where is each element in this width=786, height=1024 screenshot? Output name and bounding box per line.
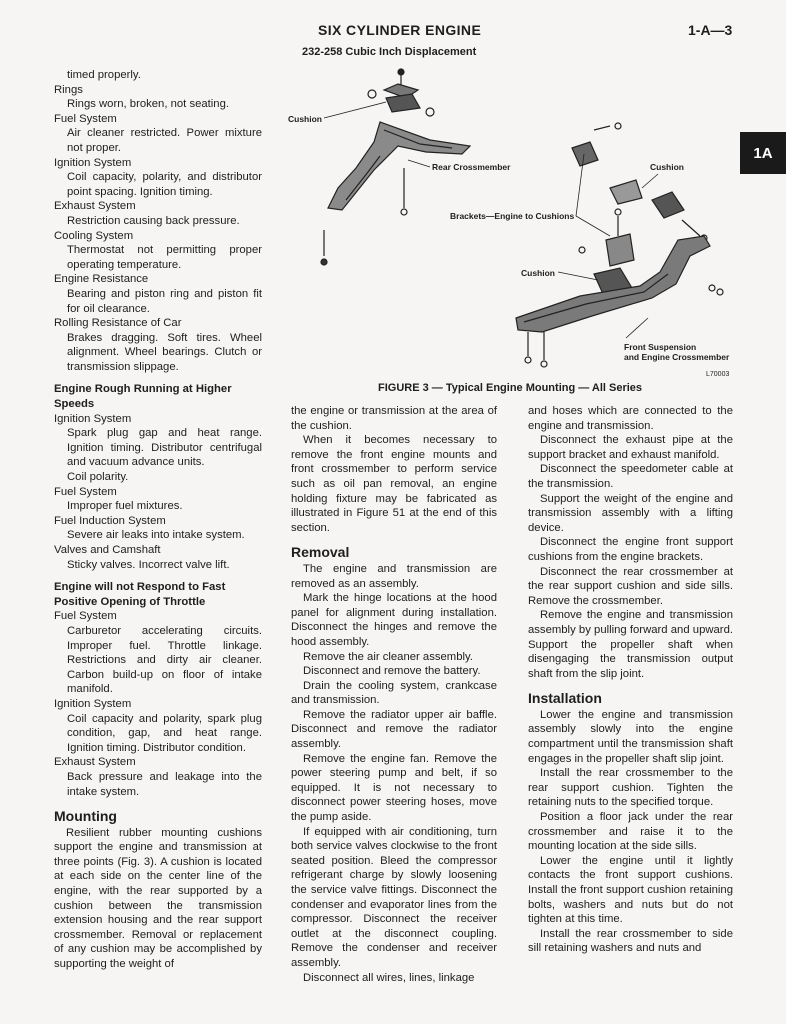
text-paragraph: Carburetor accelerating circuits. Improper fuel. Throttle linkage. Restrictions and dirty air cleaner. Carbon build-up on floor of intake manifold. — [67, 624, 262, 696]
text-paragraph: Sticky valves. Incorrect valve lift. — [67, 558, 230, 571]
section-heading: Mounting — [54, 808, 117, 825]
text-paragraph: Fuel System — [54, 610, 117, 623]
text-paragraph: Fuel System — [54, 112, 117, 125]
label-cushion-right: Cushion — [650, 162, 684, 172]
text-paragraph: and hoses which are connected to the engine and transmission. — [528, 405, 733, 432]
text-paragraph: Cooling System — [54, 229, 134, 242]
text-paragraph: Bearing and piston ring and piston fit for oil clearance. — [67, 287, 262, 315]
text-paragraph: Back pressure and leakage into the intake system. — [67, 770, 262, 798]
text-paragraph: Exhaust System — [54, 200, 136, 213]
page-subtitle: 232-258 Cubic Inch Displacement — [302, 46, 477, 58]
rear-cushion-part — [368, 69, 434, 116]
text-paragraph: Thermostat not permitting proper operating temperature. — [67, 244, 262, 271]
text-paragraph: Disconnect the engine front support cushions from the engine brackets. — [528, 536, 733, 563]
text-paragraph: Remove the air cleaner assembly. — [303, 650, 473, 663]
text-paragraph: Resilient rubber mounting cushions support the engine and transmission at three points (Fig. 3). A cushion is located at each side on the center line of the engine, with the rear supported by a cushion between the transmission extension housing and the rear support crossmember. Removal or replacement of any cushion may be accomplished by supporting the weight of — [54, 826, 262, 971]
text-paragraph: Disconnect and remove the battery. — [303, 665, 481, 678]
text-paragraph: Spark plug gap and heat range. Ignition timing. Distributor centrifugal and vacuum advance units. — [67, 427, 262, 469]
text-paragraph: Ignition System — [54, 156, 132, 169]
text-paragraph: Remove the engine and transmission assembly by pulling forward and upward. Support the propeller shaft when disengaging the transmission output shaft from the slip joint. — [528, 609, 733, 680]
text-paragraph: Lower the engine and transmission assembly slowly into the engine compartment until the transmission shaft engages in the propeller shaft slip joint. — [528, 708, 733, 765]
text-paragraph: Rolling Resistance of Car — [54, 317, 182, 330]
text-paragraph: Brakes dragging. Soft tires. Wheel alignment. Wheel bearings. Clutch or transmission slippage. — [67, 331, 262, 373]
text-paragraph: Coil capacity, polarity, and distributor point spacing. Ignition timing. — [67, 171, 262, 198]
text-paragraph: Install the rear crossmember to side sill retaining washers and nuts and — [528, 927, 733, 955]
text-paragraph: Mark the hinge locations at the hood panel for alignment during installation. Disconnect the hinges and remove the hood assembly. — [291, 592, 497, 648]
text-paragraph: Exhaust System — [54, 756, 136, 769]
label-front-suspension-1: Front Suspension — [624, 342, 697, 352]
text-paragraph: the engine or transmission at the area of the cushion. — [291, 405, 497, 432]
text-paragraph: If equipped with air conditioning, turn both service valves clockwise to the front seated position. Bleed the compressor refrigerant charge by slowly loosening the service valve fittings. Disconnect the condenser and evaporator lines from the compressor. Disconnect the receiver outlet at the disconnect coupling. Remove the condenser and receiver assembly. — [291, 825, 497, 969]
subsection-heading: Engine will not Respond to Fast Positive Opening of Throttle — [54, 581, 226, 608]
label-rear-crossmember: Rear Crossmember — [432, 162, 511, 172]
text-paragraph: Restriction causing back pressure. — [67, 214, 240, 227]
text-paragraph: Disconnect the rear crossmember at the rear support cushion and side sills. Remove the crossmember. — [528, 565, 733, 607]
text-paragraph: Disconnect the speedometer cable at the transmission. — [528, 463, 733, 490]
text-paragraph: The engine and transmission are removed as an assembly. — [291, 562, 497, 590]
text-paragraph: Engine Resistance — [54, 273, 149, 286]
column-right — [528, 404, 733, 956]
text-paragraph: Install the rear crossmember to the rear support cushion. Tighten the retaining nuts to the specified torque. — [528, 767, 733, 809]
column-left — [54, 68, 262, 972]
right-front-cushion-part — [572, 123, 707, 241]
text-paragraph: Valves and Camshaft — [54, 544, 161, 556]
text-paragraph: Fuel Induction System — [54, 514, 166, 527]
text-paragraph: Coil capacity and polarity, spark plug condition, gap, and heat range. Ignition timing. Distributor condition. — [67, 712, 262, 754]
text-paragraph: Improper fuel mixtures. — [67, 500, 183, 513]
figure-code: L70003 — [706, 371, 730, 378]
text-paragraph: Remove the radiator upper air baffle. Disconnect and remove the radiator assembly. — [291, 708, 497, 751]
text-paragraph: Ignition System — [54, 412, 132, 425]
label-brackets: Brackets—Engine to Cushions — [450, 211, 575, 221]
text-paragraph: Disconnect all wires, lines, linkage — [303, 971, 475, 984]
section-heading: Installation — [528, 690, 602, 707]
section-heading: Removal — [291, 544, 350, 561]
text-paragraph: timed properly. — [67, 69, 141, 81]
text-paragraph: Lower the engine until it lightly contacts the front support cushions. Install the front support cushion retaining bolts, washers and nuts but do not tighten at this time. — [528, 854, 733, 926]
text-paragraph: Remove the engine fan. Remove the power steering pump and belt, if so equipped. It is not necessary to disconnect power steering hoses, move the pump aside. — [291, 752, 497, 824]
text-paragraph: Drain the cooling system, crankcase and transmission. — [291, 679, 497, 707]
page-title: SIX CYLINDER ENGINE — [318, 22, 482, 38]
text-paragraph: Support the weight of the engine and transmission assembly with a lifting device. — [528, 492, 733, 534]
label-cushion-middle: Cushion — [521, 268, 555, 278]
text-paragraph: Air cleaner restricted. Power mixture not proper. — [67, 127, 262, 154]
text-paragraph: When it becomes necessary to remove the front engine mounts and front crossmember to perform service such as oil pan removal, an engine holding fixture may be fabricated as illustrated in Figure 51 at the end of this section. — [291, 434, 497, 534]
figure-caption: FIGURE 3 — Typical Engine Mounting — All Series — [378, 382, 643, 394]
text-paragraph: Position a floor jack under the rear crossmember and raise it to the mounting location at the side sills. — [528, 811, 733, 853]
text-paragraph: Disconnect the exhaust pipe at the support bracket and exhaust manifold. — [528, 434, 733, 461]
label-front-suspension-2: and Engine Crossmember — [624, 352, 730, 362]
engine-mounting-figure — [280, 60, 742, 400]
subsection-heading: Engine Rough Running at Higher Speeds — [54, 383, 232, 411]
text-paragraph: Coil polarity. — [67, 471, 129, 484]
text-paragraph: Rings — [54, 83, 83, 96]
text-paragraph: Severe air leaks into intake system. — [67, 529, 245, 542]
column-middle — [291, 404, 497, 985]
text-paragraph: Fuel System — [54, 485, 117, 498]
page-number: 1-A—3 — [688, 22, 733, 38]
text-paragraph: Ignition System — [54, 697, 132, 710]
section-tab: 1A — [740, 132, 786, 174]
label-cushion-left: Cushion — [288, 114, 322, 124]
left-front-cushion-part — [579, 209, 634, 296]
text-paragraph: Rings worn, broken, not seating. — [67, 98, 230, 111]
